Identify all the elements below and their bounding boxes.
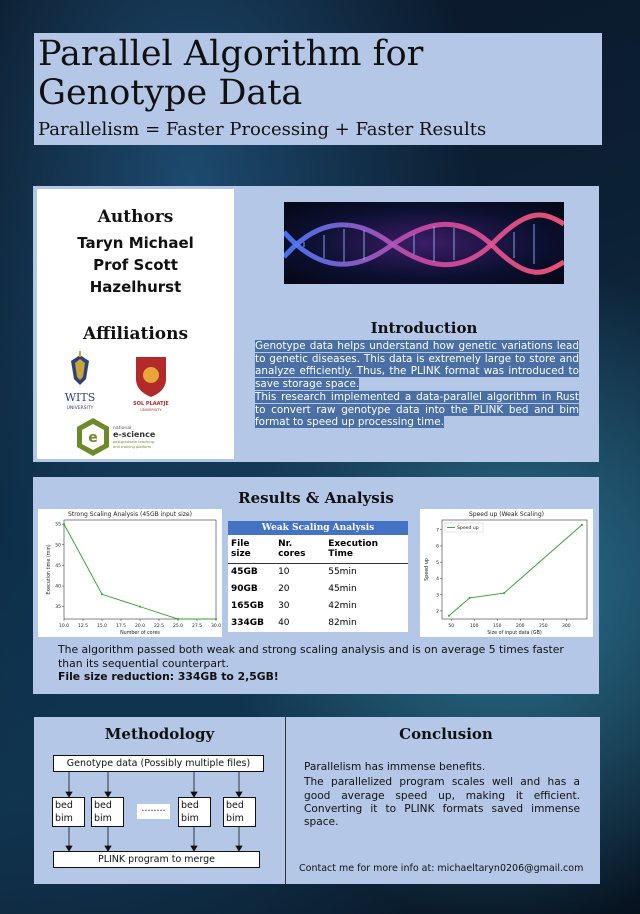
affiliations-heading: Affiliations xyxy=(82,324,189,344)
table-row xyxy=(228,581,408,598)
wits-text: WITS xyxy=(64,391,96,404)
introduction-paragraph: Genotype data helps understand how genetic variations lead to genetic diseases. This data is extremely large to store and analyze efficiently. Thus, the PLINK format was introduced to save storage space. xyxy=(255,340,579,391)
bim-label: bim xyxy=(55,813,73,824)
y-axis-label: Execution time (min) xyxy=(47,544,52,595)
x-tick-label: 27.5 xyxy=(191,624,203,629)
author-name: Taryn Michael xyxy=(77,234,194,252)
bim-label: bim xyxy=(94,813,112,824)
table-cell: 40 xyxy=(278,618,290,628)
escience-top-text: national xyxy=(113,426,132,431)
x-tick-label: 50 xyxy=(448,624,455,629)
y-tick-label: 50 xyxy=(55,543,61,549)
conclusion-heading: Conclusion xyxy=(399,725,493,743)
table-cell: 45GB xyxy=(231,567,258,578)
data-point xyxy=(448,615,450,617)
y-tick-label: 40 xyxy=(55,584,61,590)
conclusion-line: The parallelized program scales well and has a good average speed up, making it efficient. Converting it to PLINK formats saved immense space. xyxy=(304,776,580,829)
table-cell: 42min xyxy=(328,601,357,611)
y-tick-label: 45 xyxy=(55,563,61,569)
bed-label: bed xyxy=(181,800,199,811)
x-tick-label: 200 xyxy=(515,624,525,629)
weak-scaling-table xyxy=(228,521,408,632)
speedup-chart xyxy=(420,509,593,637)
table-cell: 45min xyxy=(328,584,357,594)
bim-label: bim xyxy=(226,813,244,824)
introduction-heading: Introduction xyxy=(370,319,478,337)
legend-label: Speed up xyxy=(457,526,479,531)
y-tick-label: 35 xyxy=(55,605,61,611)
authors-panel xyxy=(37,189,234,459)
strong-scaling-plot xyxy=(38,509,222,637)
y-tick-label: 7 xyxy=(436,528,439,534)
table-cell: 10 xyxy=(278,567,290,578)
intro-section xyxy=(33,186,599,462)
x-axis-label: Number of cores xyxy=(120,631,160,636)
chart-title: Speed up (Weak Scaling) xyxy=(469,511,544,518)
table-row xyxy=(228,598,408,615)
author-name: Prof Scott xyxy=(93,256,178,274)
x-tick-label: 300 xyxy=(561,624,571,629)
bed-label: bed xyxy=(226,800,244,811)
contact-info[interactable]: Contact me for more info at: michaeltaryn0206@gmail.com xyxy=(299,863,584,874)
x-tick-label: 150 xyxy=(492,624,502,629)
table-cell: 165GB xyxy=(231,601,265,611)
methodology-conclusion-section xyxy=(34,717,600,884)
chart-title: Strong Scaling Analysis (45GB input size) xyxy=(68,511,192,518)
x-tick-label: 30.0 xyxy=(210,624,222,629)
author-name: Hazelhurst xyxy=(89,278,182,296)
table-cell: 334GB xyxy=(231,618,265,628)
bed-bim-box xyxy=(223,797,256,827)
table-header: Execution Time xyxy=(325,535,408,564)
results-summary xyxy=(58,643,578,684)
ellipsis-box: ........ xyxy=(137,804,170,819)
authors-heading: Authors xyxy=(97,207,174,227)
data-point xyxy=(503,592,505,594)
poster-subtitle: Parallelism = Faster Processing + Faster Results xyxy=(38,119,487,140)
file-size-reduction: File size reduction: 334GB to 2,5GB! xyxy=(58,670,279,683)
y-axis-label: Speed up xyxy=(425,558,430,581)
data-point xyxy=(469,597,471,599)
x-tick-label: 25.0 xyxy=(172,624,184,629)
data-point xyxy=(101,593,103,595)
sol-plaatje-subtext: UNIVERSITY xyxy=(140,408,162,412)
methodology-panel xyxy=(34,717,286,884)
introduction-text xyxy=(255,340,579,429)
table-cell: 55min xyxy=(328,567,357,578)
y-tick-label: 5 xyxy=(436,560,439,566)
plot-frame xyxy=(442,520,587,619)
escience-subtext: postgraduate teaching xyxy=(113,440,154,444)
escience-subtext: and training platform xyxy=(113,445,152,449)
sol-plaatje-text: SOL PLAATJE xyxy=(133,401,169,407)
bed-label: bed xyxy=(55,800,73,811)
bed-bim-box xyxy=(91,797,124,827)
table-header-row xyxy=(228,535,408,564)
svg-text:e: e xyxy=(88,430,98,446)
title-banner xyxy=(34,33,602,145)
y-tick-label: 3 xyxy=(436,593,439,599)
methodology-heading: Methodology xyxy=(104,725,215,743)
conclusion-text xyxy=(304,761,580,829)
data-point xyxy=(215,618,217,620)
results-section xyxy=(33,477,599,694)
bed-label: bed xyxy=(94,800,112,811)
x-tick-label: 22.5 xyxy=(153,624,165,629)
speedup-plot xyxy=(420,509,593,637)
bed-bim-box xyxy=(52,797,85,827)
x-tick-label: 10.0 xyxy=(58,624,70,629)
x-tick-label: 20.0 xyxy=(134,624,146,629)
sol-plaatje-logo xyxy=(129,353,173,415)
dna-helix-image xyxy=(284,202,564,284)
table-cell: 20 xyxy=(278,584,290,594)
plink-merge-box: PLINK program to merge xyxy=(53,851,260,868)
y-tick-label: 6 xyxy=(436,544,439,550)
data-point xyxy=(63,523,65,525)
x-tick-label: 12.5 xyxy=(77,624,89,629)
wits-subtext: UNIVERSITY xyxy=(66,406,94,411)
series-line xyxy=(449,525,582,616)
results-summary-text: The algorithm passed both weak and strong scaling analysis and is on average 5 times faster than its sequential counterpart. xyxy=(58,643,564,670)
bim-label: bim xyxy=(181,813,199,824)
x-tick-label: 100 xyxy=(469,624,479,629)
table-cell: 30 xyxy=(278,601,290,611)
plot-frame xyxy=(64,520,216,619)
data-point xyxy=(177,618,179,620)
results-heading: Results & Analysis xyxy=(238,489,394,507)
data-point xyxy=(139,606,141,608)
y-tick-label: 4 xyxy=(436,577,439,583)
x-tick-label: 15.0 xyxy=(96,624,108,629)
table-header: Nr. cores xyxy=(275,535,325,564)
x-tick-label: 17.5 xyxy=(115,624,127,629)
table-row xyxy=(228,564,408,581)
wits-logo xyxy=(55,349,105,415)
introduction-paragraph: This research implemented a data-parallel algorithm in Rust to convert raw genotype data into the PLINK bed and bim format to speed up processing time. xyxy=(255,390,579,429)
bed-bim-box xyxy=(178,797,211,827)
x-axis-label: Size of input data (GB) xyxy=(487,631,542,636)
table-title: Weak Scaling Analysis xyxy=(228,521,408,535)
y-tick-label: 2 xyxy=(436,609,439,615)
series-line xyxy=(64,524,216,619)
table-cell: 82min xyxy=(328,618,357,628)
x-tick-label: 250 xyxy=(538,624,548,629)
poster-title: Parallel Algorithm for Genotype Data xyxy=(38,34,424,113)
table-header: File size xyxy=(228,535,275,564)
table-row xyxy=(228,615,408,632)
y-tick-label: 55 xyxy=(55,522,61,528)
genotype-input-box: Genotype data (Possibly multiple files) xyxy=(53,755,264,772)
conclusion-line: Parallelism has immense benefits. xyxy=(304,761,486,773)
data-point xyxy=(581,524,583,526)
strong-scaling-chart xyxy=(38,509,222,637)
escience-text: e-science xyxy=(113,430,156,439)
escience-logo xyxy=(73,417,193,457)
table-cell: 90GB xyxy=(231,584,258,594)
